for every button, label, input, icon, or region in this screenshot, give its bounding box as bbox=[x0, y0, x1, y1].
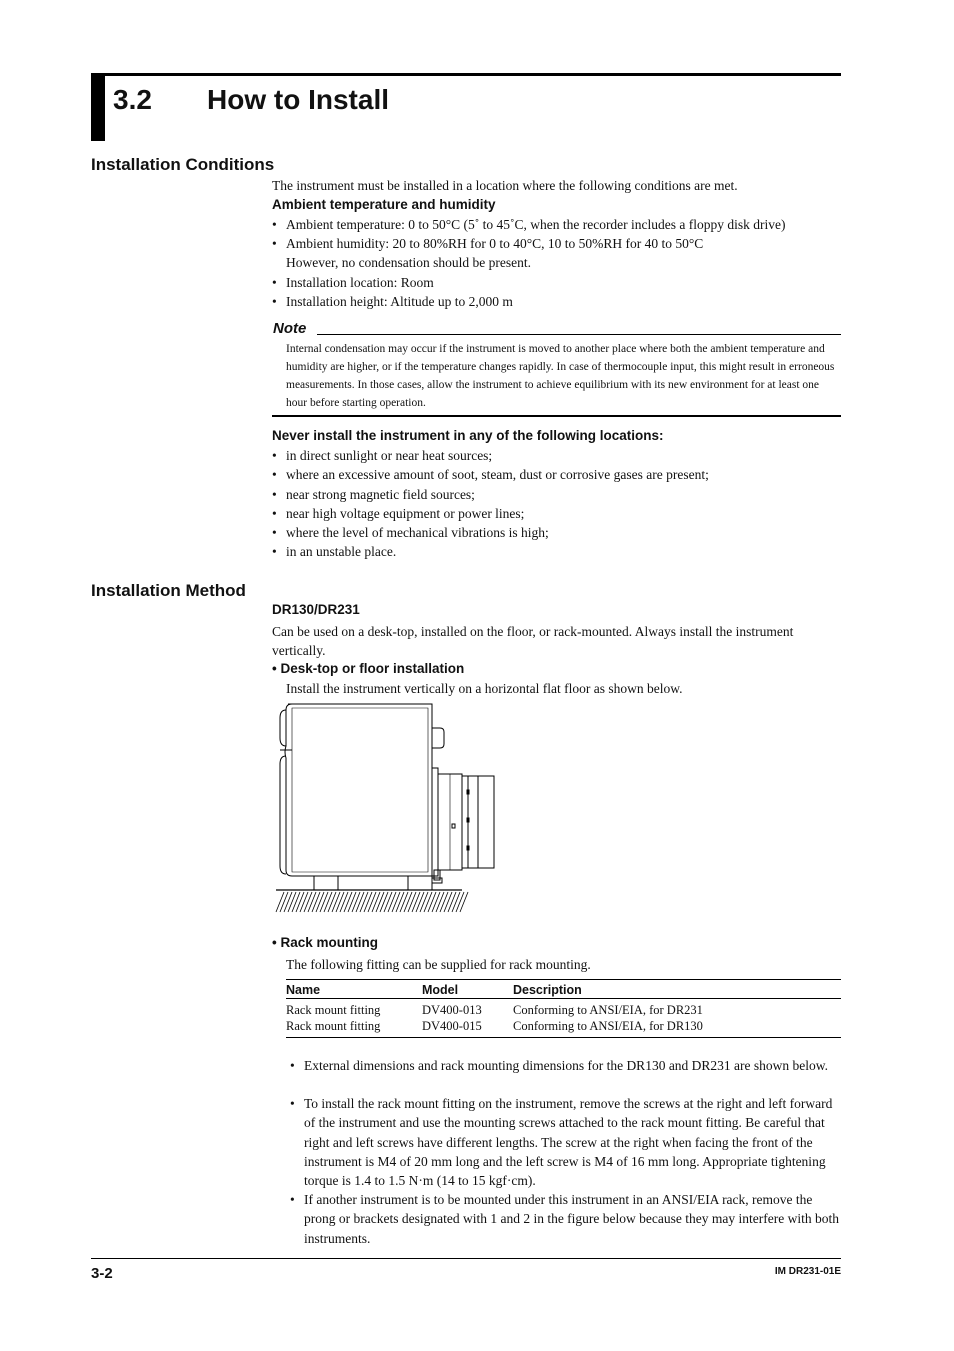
section-number: 3.2 bbox=[113, 84, 152, 115]
installation-conditions-heading: Installation Conditions bbox=[91, 155, 275, 174]
table-cell: DV400-013 bbox=[422, 1003, 482, 1017]
table-cell: Conforming to ANSI/EIA, for DR231 bbox=[513, 1003, 703, 1017]
footer-rule bbox=[91, 1258, 841, 1259]
table-cell: Conforming to ANSI/EIA, for DR130 bbox=[513, 1018, 841, 1038]
document-id: IM DR231-01E bbox=[774, 1266, 841, 1277]
table-header: Model bbox=[422, 980, 513, 999]
desk-top-text: Install the instrument vertically on a horizontal flat floor as shown below. bbox=[286, 681, 683, 696]
ambient-heading: Ambient temperature and humidity bbox=[272, 197, 496, 212]
installation-method-heading: Installation Method bbox=[91, 581, 246, 600]
rack-mounting-text: The following fitting can be supplied for rack mounting. bbox=[286, 957, 591, 972]
section-title: How to Install bbox=[207, 84, 389, 115]
table-row bbox=[286, 999, 841, 1019]
note-label: Note bbox=[273, 320, 307, 337]
note-text: Internal condensation may occur if the instrument is moved to another place where both the ambient temperature and humidity are higher, or if the temperature changes rapidly. In case of thermocouple input, this might result in erroneous measurements. In those cases, allow the instrument to achieve equilibrium with its new environment for at least one hour before starting operation. bbox=[286, 343, 835, 409]
never-install-heading: Never install the instrument in any of the following locations: bbox=[272, 428, 664, 443]
method-intro: Can be used on a desk-top, installed on the floor, or rack-mounted. Always install the instrument vertically. bbox=[272, 624, 794, 658]
table-header: Name bbox=[286, 980, 422, 999]
table-cell: Rack mount fitting bbox=[286, 1018, 422, 1038]
note-rule bbox=[317, 334, 841, 335]
desk-top-heading: • Desk-top or floor installation bbox=[272, 661, 465, 676]
note-rule bbox=[272, 415, 841, 417]
model-heading: DR130/DR231 bbox=[272, 602, 360, 617]
title-rule bbox=[105, 73, 841, 76]
table-row bbox=[286, 1018, 841, 1038]
conditions-intro: The instrument must be installed in a location where the following conditions are met. bbox=[272, 178, 738, 193]
instrument-side-view-figure bbox=[272, 700, 502, 918]
table-header: Description bbox=[513, 980, 841, 999]
table-cell: DV400-015 bbox=[422, 1018, 513, 1038]
rack-mounting-heading: • Rack mounting bbox=[272, 935, 378, 950]
page-number: 3-2 bbox=[91, 1265, 113, 1282]
table-cell: Rack mount fitting bbox=[286, 1003, 381, 1017]
rack-fitting-table bbox=[286, 979, 841, 1038]
title-bar bbox=[91, 73, 105, 141]
